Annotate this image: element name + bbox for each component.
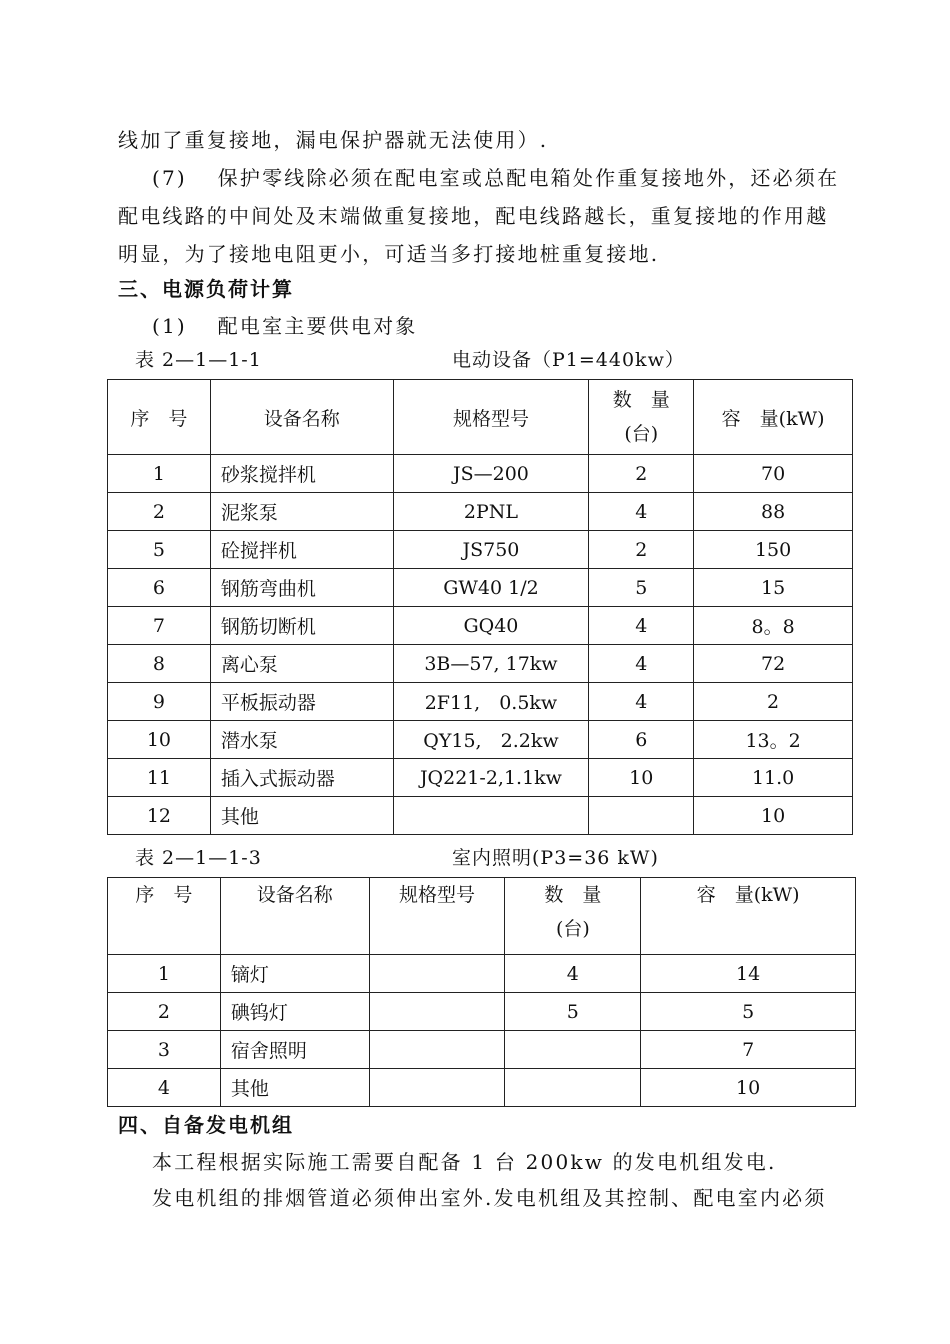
cell-index: 8	[108, 645, 211, 683]
table-electric-equipment	[107, 379, 853, 835]
cell-name: 钢筋切断机	[210, 607, 393, 645]
paragraph-line: 本工程根据实际施工需要自配备 1 台 200kw 的发电机组发电.	[152, 1150, 777, 1174]
cell-index: 2	[108, 993, 221, 1031]
table1-caption-title: 电动设备（P1=440kw）	[452, 349, 685, 371]
cell-index: 9	[108, 683, 211, 721]
table-row	[108, 955, 856, 993]
cell-capacity: 11.0	[694, 759, 853, 797]
table-row	[108, 797, 853, 835]
col-header-model: 规格型号	[369, 878, 505, 955]
table-row	[108, 645, 853, 683]
col-header-quantity	[505, 878, 641, 955]
cell-index: 6	[108, 569, 211, 607]
cell-model	[369, 955, 505, 993]
cell-capacity: 70	[694, 455, 853, 493]
paragraph-line: 线加了重复接地，漏电保护器就无法使用）.	[118, 128, 549, 152]
cell-model: 2F11, 0.5kw	[393, 683, 589, 721]
cell-model: QY15, 2.2kw	[393, 721, 589, 759]
col-header-quantity-unit: (台)	[624, 423, 659, 445]
cell-quantity: 2	[589, 531, 694, 569]
cell-quantity	[589, 797, 694, 835]
cell-quantity: 2	[589, 455, 694, 493]
cell-name: 潜水泵	[210, 721, 393, 759]
col-header-capacity: 容 量(kW)	[641, 878, 856, 955]
section-heading-3: 三、电源负荷计算	[118, 277, 294, 301]
table-indoor-lighting	[107, 877, 856, 1107]
cell-index: 5	[108, 531, 211, 569]
cell-name: 碘钨灯	[220, 993, 369, 1031]
cell-name: 砂浆搅拌机	[210, 455, 393, 493]
col-header-index: 序 号	[108, 380, 211, 455]
paragraph-line: 发电机组的排烟管道必须伸出室外.发电机组及其控制、配电室内必须	[152, 1186, 827, 1210]
cell-model	[393, 797, 589, 835]
col-header-quantity-label: 数 量	[544, 884, 602, 906]
cell-model	[369, 1069, 505, 1107]
table-row	[108, 531, 853, 569]
subsection-title: (1) 配电室主要供电对象	[152, 314, 418, 338]
table-row	[108, 683, 853, 721]
cell-quantity	[505, 1069, 641, 1107]
table1-caption-number: 表 2—1—1-1	[135, 349, 262, 371]
cell-capacity: 88	[694, 493, 853, 531]
cell-index: 1	[108, 455, 211, 493]
cell-model: GQ40	[393, 607, 589, 645]
cell-quantity: 10	[589, 759, 694, 797]
cell-index: 4	[108, 1069, 221, 1107]
cell-capacity: 13。2	[694, 721, 853, 759]
table-row	[108, 569, 853, 607]
cell-model	[369, 993, 505, 1031]
table2-caption-title: 室内照明(P3=36 kW)	[452, 847, 659, 869]
cell-name: 砼搅拌机	[210, 531, 393, 569]
col-header-index: 序 号	[108, 878, 221, 955]
table-header-row	[108, 878, 856, 955]
cell-name: 平板振动器	[210, 683, 393, 721]
cell-model: JQ221-2,1.1kw	[393, 759, 589, 797]
col-header-capacity: 容 量(kW)	[694, 380, 853, 455]
col-header-quantity	[589, 380, 694, 455]
cell-capacity: 7	[641, 1031, 856, 1069]
table-row	[108, 721, 853, 759]
cell-quantity: 5	[589, 569, 694, 607]
col-header-quantity-unit: (台)	[555, 918, 590, 940]
cell-quantity: 4	[589, 607, 694, 645]
table-row	[108, 1069, 856, 1107]
paragraph-line: (7) 保护零线除必须在配电室或总配电箱处作重复接地外，还必须在	[152, 166, 840, 190]
cell-capacity: 5	[641, 993, 856, 1031]
paragraph-line: 明显，为了接地电阻更小，可适当多打接地桩重复接地.	[118, 242, 660, 266]
cell-index: 10	[108, 721, 211, 759]
cell-index: 3	[108, 1031, 221, 1069]
cell-quantity: 4	[505, 955, 641, 993]
section-heading-4: 四、自备发电机组	[118, 1113, 294, 1137]
cell-capacity: 10	[641, 1069, 856, 1107]
cell-quantity: 5	[505, 993, 641, 1031]
col-header-name: 设备名称	[210, 380, 393, 455]
cell-capacity: 72	[694, 645, 853, 683]
cell-index: 11	[108, 759, 211, 797]
cell-index: 12	[108, 797, 211, 835]
cell-model: JS—200	[393, 455, 589, 493]
cell-capacity: 2	[694, 683, 853, 721]
col-header-name: 设备名称	[220, 878, 369, 955]
cell-capacity: 14	[641, 955, 856, 993]
cell-capacity: 8。8	[694, 607, 853, 645]
cell-index: 7	[108, 607, 211, 645]
table-row	[108, 493, 853, 531]
table-row	[108, 607, 853, 645]
paragraph-line: 配电线路的中间处及末端做重复接地，配电线路越长，重复接地的作用越	[118, 204, 829, 228]
cell-name: 镝灯	[220, 955, 369, 993]
cell-model: GW40 1/2	[393, 569, 589, 607]
cell-model: JS750	[393, 531, 589, 569]
cell-model	[369, 1031, 505, 1069]
cell-name: 插入式振动器	[210, 759, 393, 797]
cell-name: 离心泵	[210, 645, 393, 683]
col-header-quantity-label: 数 量	[612, 389, 670, 411]
cell-quantity: 6	[589, 721, 694, 759]
cell-name: 其他	[210, 797, 393, 835]
cell-capacity: 150	[694, 531, 853, 569]
table-header-row	[108, 380, 853, 455]
cell-index: 1	[108, 955, 221, 993]
cell-capacity: 10	[694, 797, 853, 835]
cell-name: 宿舍照明	[220, 1031, 369, 1069]
cell-quantity: 4	[589, 683, 694, 721]
cell-model: 3B—57, 17kw	[393, 645, 589, 683]
cell-quantity: 4	[589, 493, 694, 531]
cell-name: 其他	[220, 1069, 369, 1107]
table-row	[108, 993, 856, 1031]
cell-capacity: 15	[694, 569, 853, 607]
cell-model: 2PNL	[393, 493, 589, 531]
cell-index: 2	[108, 493, 211, 531]
table-row	[108, 455, 853, 493]
table2-caption-number: 表 2—1—1-3	[135, 847, 262, 869]
cell-quantity	[505, 1031, 641, 1069]
cell-quantity: 4	[589, 645, 694, 683]
table-row	[108, 1031, 856, 1069]
cell-name: 泥浆泵	[210, 493, 393, 531]
table-row	[108, 759, 853, 797]
col-header-model: 规格型号	[393, 380, 589, 455]
cell-name: 钢筋弯曲机	[210, 569, 393, 607]
